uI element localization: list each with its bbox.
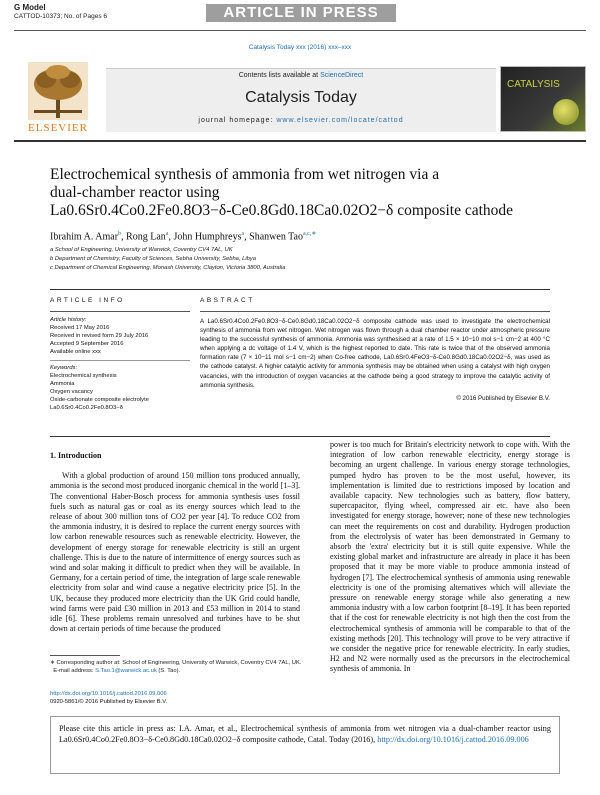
abstract-text: A La0.6Sr0.4Co0.2Fe0.8O3−δ-Ce0.8Gd0.18Ca0.02O2−δ composite cathode was used to investigate the electrochemical synthesis of ammonia from wet nitrogen. Wet nitrogen was flown through a dual chamber reactor under atmospheric pressure leading to the successful synthesis of ammonia. Ammonia was synthesised at a rate of 1.5 × 10−10 mol s−1 cm−2 at 400 °C when applying a dc voltage of 1.4 V, which is the highest reported to date. This rate is twice that of the observed ammonia formation rate (7 × 10−11 mol s−1 cm−2) when Co-free cathode, La0.6Sr0.4FeO3−δ-Ce0.8Gd0.18Ca0.02O2−δ, was used as the cathode catalyst. A higher catalytic activity for ammonia synthesis may be obtained when using a catalyst with high oxygen vacancies, with the introduction of oxygen vacancies at the cathode being a good strategy to improve the catalytic activity of ammonia synthesis. [200, 318, 550, 389]
title-line-3: La0.6Sr0.4Co0.2Fe0.8O3−δ-Ce0.8Gd0.18Ca0.02O2−δ composite cathode [50, 202, 514, 219]
author-name: Rong Lan [126, 231, 166, 243]
affiliations [50, 246, 570, 273]
keyword: Ammonia [50, 381, 75, 387]
keywords-label: Keywords: [50, 365, 78, 371]
author-affil-link[interactable]: a,c,∗ [303, 231, 317, 237]
journal-header-box [106, 68, 496, 132]
article-in-press-banner: ARTICLE IN PRESS [206, 4, 396, 22]
author-name: John Humphreys [173, 231, 242, 243]
heading-rule [50, 311, 190, 312]
elsevier-logo [14, 62, 100, 136]
issn-line: 0920-5861/© 2016 Published by Elsevier B.V. [50, 699, 168, 705]
masthead-divider [14, 140, 586, 142]
contents-prefix: Contents lists available at [238, 72, 321, 79]
email-link[interactable]: S.Tao.1@warwick.ac.uk [95, 668, 157, 674]
author-list: Ibrahim A. Amar$^b$, Rong Lan$^a$, John Humphreys$^a$, Shanwen Tao$^{a,c,∗}$ [50, 231, 317, 243]
publisher-name: ELSEVIER [28, 122, 88, 134]
email-label: E-mail address: [53, 668, 96, 674]
history-item: Accepted 9 September 2016 [50, 341, 124, 347]
article-title [50, 166, 560, 220]
title-line-1: Electrochemical synthesis of ammonia from wet nitrogen via a [50, 166, 440, 183]
contents-line [106, 72, 496, 79]
abstract-heading: ABSTRACT [200, 297, 255, 304]
body-paragraph: With a global production of around 150 million tons produced annually, ammonia is the second most produced inorganic chemical in the world [1–3]. The conventional Haber-Bosch process for ammonia synthesis uses fossil fuels such as natural gas or coal as its energy sources which lead to the release of about 300 million tons of CO2 per year [4]. To reduce CO2 from the ammonia industry, it is desired to replace the current energy sources with low carbon renewable resources such as renewable electricity. However, the development of energy storage for renewable electricity is still an urgent challenge. This is due to the nature of intermittence of energy sources such as wind and solar making it difficult to predict when they will be available. In Germany, for a certain period of time, the integration of large scale renewable electricity from solar and wind cause a negative electricity price [5]. In the UK, because they produced more electricity than the UK Grid could handle, wind farms were paid £30 million in 2013 and £53 million in 2014 to stand idle [6]. These problems remain unresolved and turbines have to be shut down at certain periods of time because the produced [50, 471, 300, 634]
journal-cover-image [500, 66, 586, 132]
citation-doi-link[interactable]: http://dx.doi.org/10.1016/j.cattod.2016.09.006 [377, 735, 529, 744]
gmodel-label: G Model [14, 3, 46, 12]
article-info-panel [50, 297, 190, 412]
sciencedirect-link[interactable]: ScienceDirect [320, 72, 364, 79]
keyword: Oxide-carbonate composite electrolyte [50, 397, 149, 403]
section-heading: 1. Introduction [50, 451, 102, 460]
history-item: Available online xxx [50, 349, 101, 355]
abstract-copyright: © 2016 Published by Elsevier B.V. [456, 394, 550, 402]
heading-rule [200, 311, 550, 312]
keyword: Electrochemical synthesis [50, 373, 117, 379]
homepage-url-link[interactable]: www.elsevier.com/locate/cattod [276, 117, 404, 124]
footnote-rule [50, 655, 120, 656]
title-line-2: dual-chamber reactor using [50, 184, 220, 201]
page-count: No. of Pages 6 [63, 13, 107, 20]
history-label: Article history: [50, 317, 87, 323]
body-column-right [330, 440, 570, 675]
keyword: La0.6Sr0.4Co0.2Fe0.8O3−δ [50, 405, 123, 411]
journal-homepage [106, 117, 496, 124]
body-paragraph: power is too much for Britain's electricity network to cope with. With the integration of low carbon renewable electricity, energy storage is becoming an urgent challenge. In various energy storage technologies, pumped hydro has proven to be the most useful, however, its implementation is limited due to restrictions imposed by location and available capacity. New technologies such as battery, flow battery, supercapacitor, flying wheel, compressed air etc. have also been investigated for energy storage, however; none of these new technologies can meet the requirements on cost and durability. Hydrogen production from the electrolysis of water has been demonstrated in Germany to absorb the 'extra' electricity but it is still quite expensive. While the existing global market and infrastructure are already in place it has been proposed that it may be more viable to produce ammonia instead of hydrogen [7]. The electrochemical synthesis of ammonia using renewable electricity is one of the promising alternatives which will alleviate the pressure on renewable energy storage while also generating a new ammonia industry with a low carbon footprint [8–19]. It has been reported that if the cost for renewable electricity is not high then the cost from the electrochemical synthesis of ammonia will be comparable to that of the existing methods [20]. This technology will prove to be very attractive if we consider the negative price for renewable electricity. In early studies, H2 and N2 were normally used as the precursors in the electrochemical synthesis of ammonia. In [330, 440, 570, 674]
doi-block [50, 690, 330, 706]
cover-graphic [553, 99, 579, 125]
body-divider [50, 436, 550, 437]
keywords [50, 364, 190, 412]
info-divider [50, 289, 550, 290]
citation-text: Please cite this article in press as: I.A. Amar, et al., Electrochemical synthesis of ammonia from wet nitrogen via a dual-chamber reactor using La0.6Sr0.4Co0.2Fe0.8O3−δ-Ce0.8Gd0.18Ca0.02O2−δ composite cathode, Catal. Today (2016), [59, 724, 551, 744]
article-code: CATTOD-10373; [14, 13, 63, 20]
corresponding-author-note: ∗ Corresponding author at: School of Engineering, University of Warwick, Coventry CV4 7AL, UK. [50, 660, 302, 666]
journal-masthead [14, 62, 586, 136]
author-name: Ibrahim A. Amar [50, 231, 119, 243]
affiliation: b Department of Chemistry, Faculty of Sciences, Sebha University, Sebha, Libya [50, 256, 256, 262]
author-affil-link[interactable]: a [241, 231, 245, 237]
cover-title: CATALYSIS [507, 79, 560, 90]
history-item: Received in revised form 29 July 2016 [50, 333, 149, 339]
affiliation: a School of Engineering, University of Warwick, Coventry CV4 7AL, UK [50, 247, 233, 253]
keywords-rule [50, 360, 190, 361]
homepage-prefix: journal homepage: [198, 117, 277, 124]
elsevier-tree-icon [28, 62, 88, 120]
author-affil-link[interactable]: b [118, 231, 122, 237]
journal-title: Catalysis Today [245, 89, 357, 106]
top-divider [14, 30, 586, 31]
article-info-heading: ARTICLE INFO [50, 297, 125, 304]
abstract-panel [200, 297, 550, 402]
doi-link[interactable]: http://dx.doi.org/10.1016/j.cattod.2016.09.006 [50, 691, 167, 697]
history-item: Received 17 May 2016 [50, 325, 110, 331]
article-meta [14, 3, 107, 21]
author-affil-link[interactable]: a [165, 231, 169, 237]
footnote [50, 659, 310, 675]
keyword: Oxygen vacancy [50, 389, 93, 395]
article-history [50, 316, 190, 356]
citation-box [50, 716, 560, 774]
top-bar [0, 0, 600, 30]
affiliation: c Department of Chemical Engineering, Monash University, Clayton, Victoria 3800, Australia [50, 265, 286, 271]
journal-citation-link[interactable]: Catalysis Today xxx (2016) xxx–xxx [248, 44, 352, 51]
email-suffix: (S. Tao). [156, 668, 181, 674]
author-name: Shanwen Tao [249, 231, 303, 243]
body-column-left [50, 447, 300, 634]
